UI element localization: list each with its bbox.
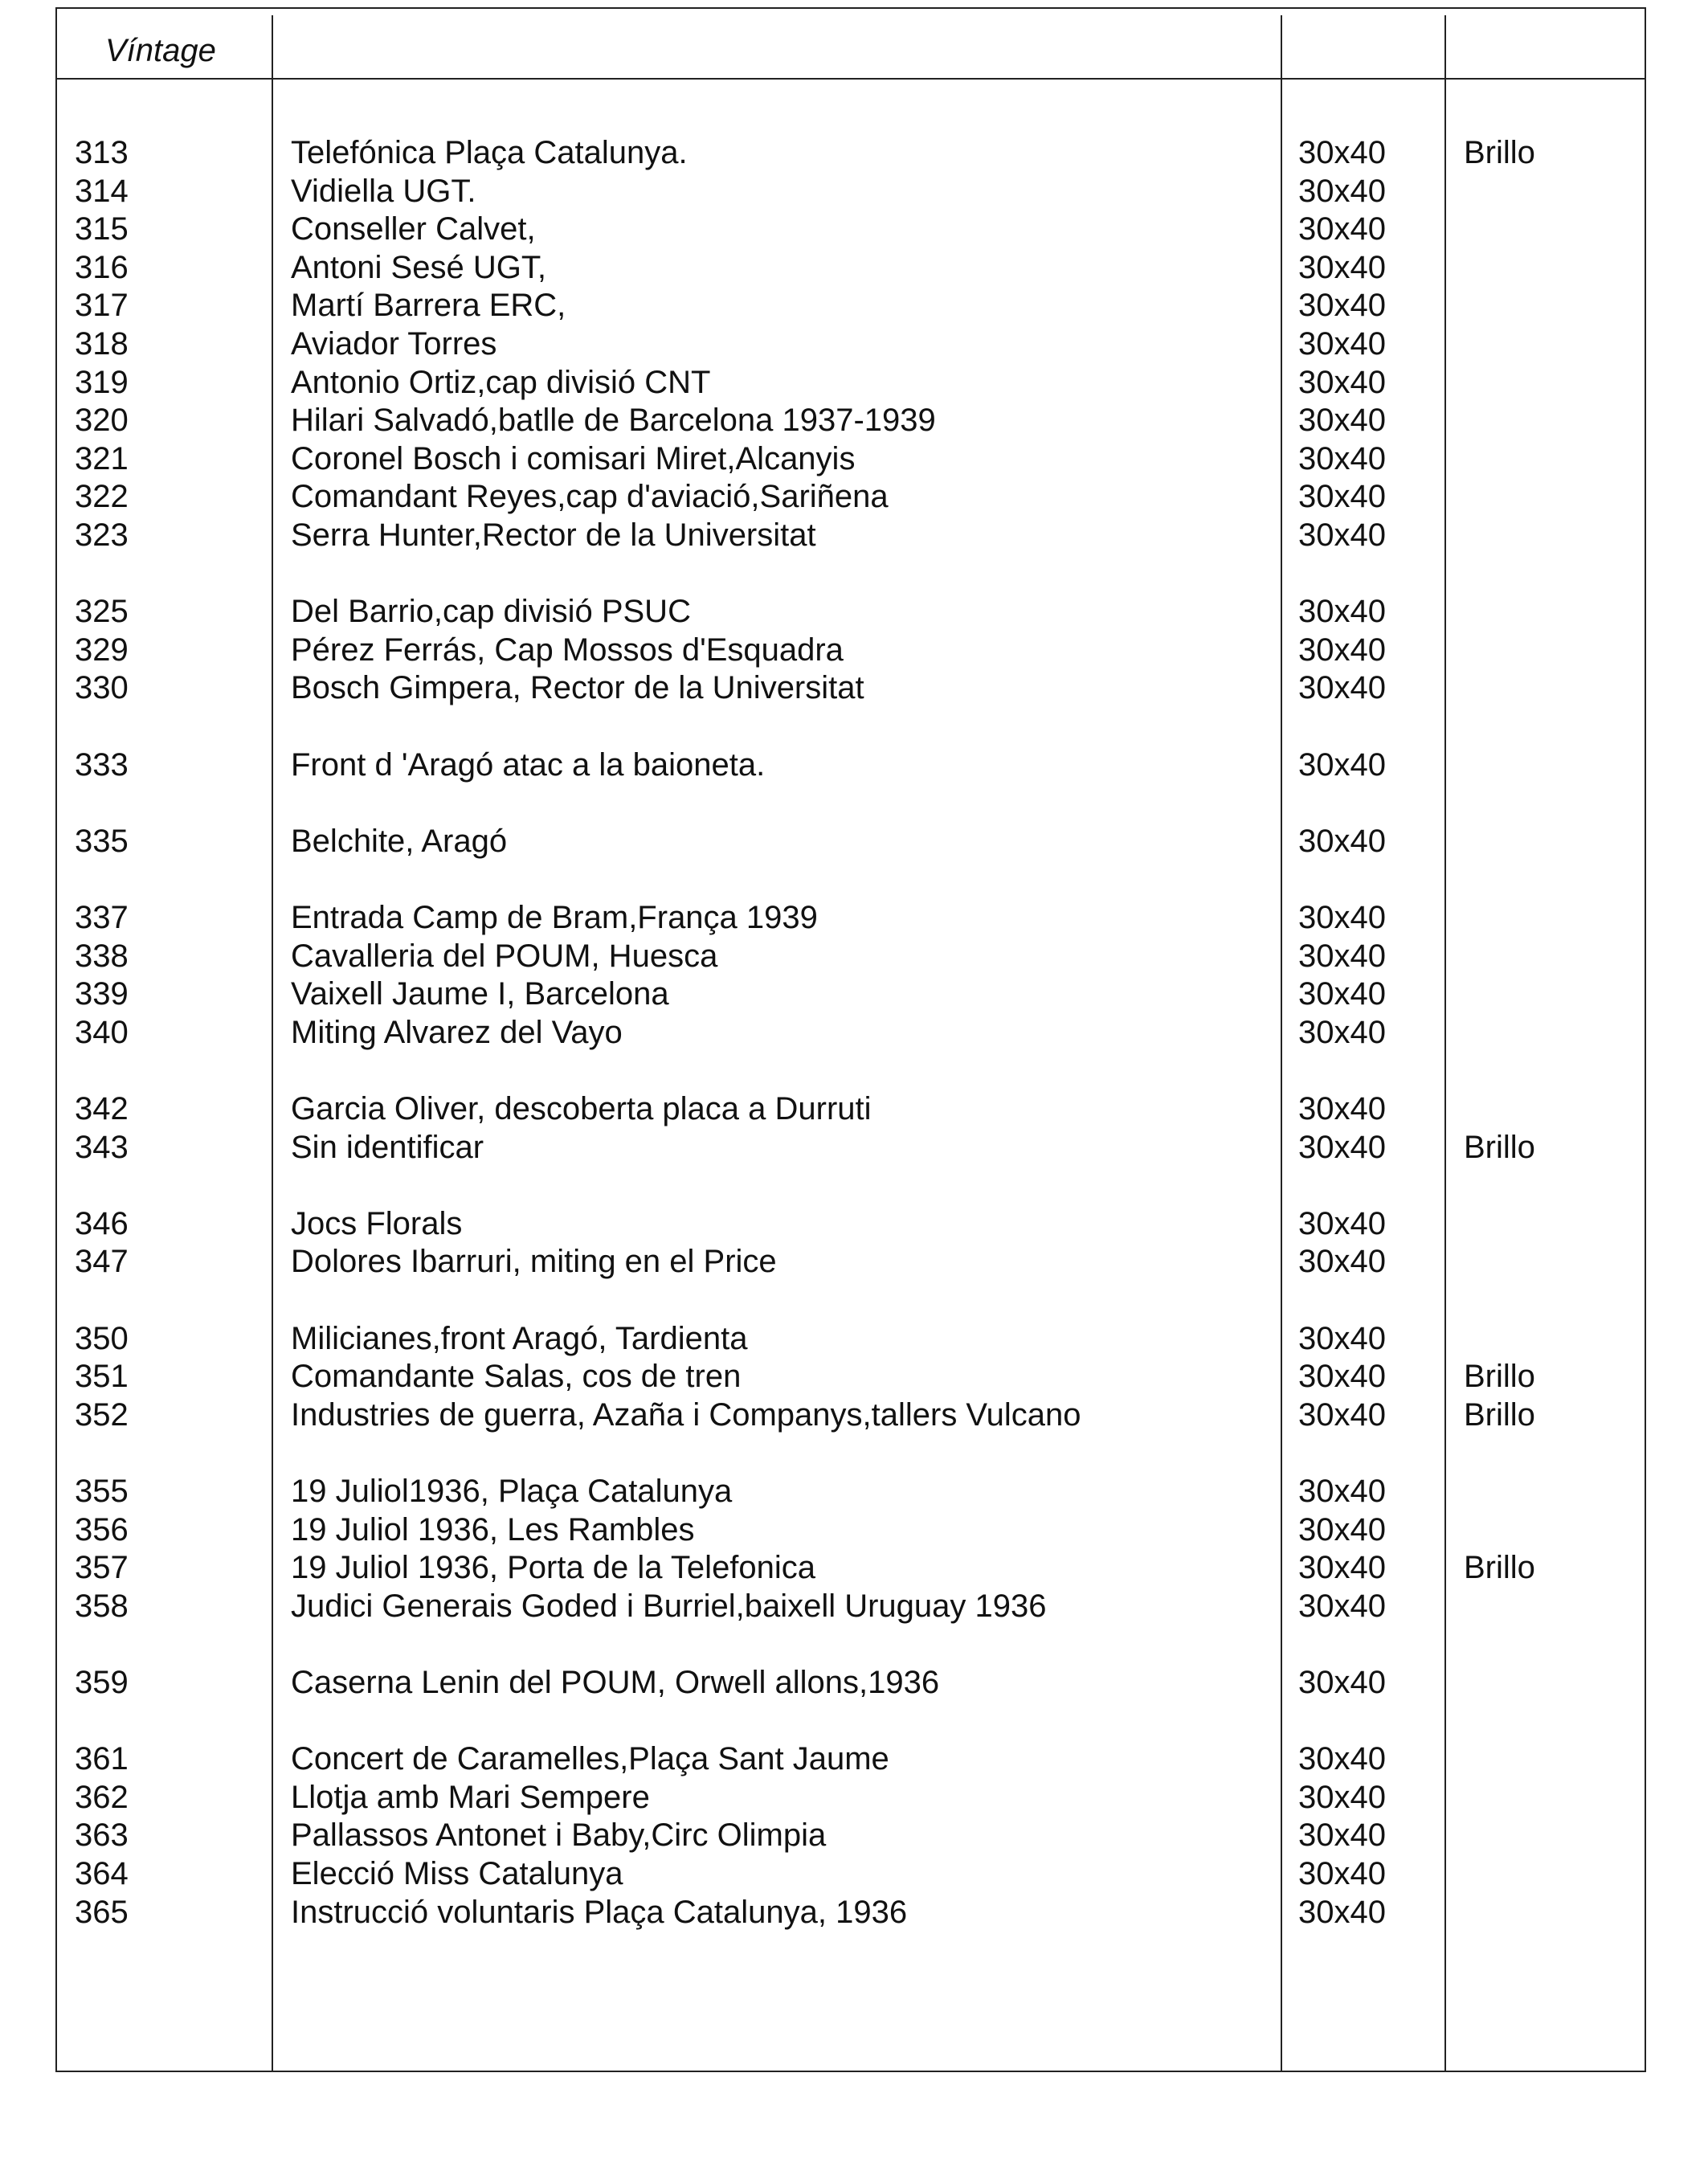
table-row <box>57 363 1645 402</box>
table-row <box>57 1396 1645 1434</box>
item-description: Pallassos Antonet i Baby,Circ Olimpia <box>291 1817 827 1853</box>
item-size: 30x40 <box>1298 1244 1386 1279</box>
table-row <box>57 668 1645 707</box>
item-description: Comandant Reyes,cap d'aviació,Sariñena <box>291 479 889 514</box>
item-size: 30x40 <box>1298 747 1386 783</box>
item-number: 339 <box>75 976 129 1012</box>
item-number: 316 <box>75 250 129 285</box>
item-size: 30x40 <box>1298 403 1386 438</box>
table-row <box>57 1319 1645 1358</box>
table-row <box>57 286 1645 325</box>
table-row <box>57 898 1645 937</box>
item-description: Telefónica Plaça Catalunya. <box>291 135 688 170</box>
item-finish: Brillo <box>1464 1550 1535 1585</box>
table-row <box>57 631 1645 669</box>
item-description: Belchite, Aragó <box>291 824 508 859</box>
item-number: 363 <box>75 1817 129 1853</box>
item-number: 364 <box>75 1856 129 1891</box>
item-size: 30x40 <box>1298 1741 1386 1776</box>
item-description: Martí Barrera ERC, <box>291 288 566 323</box>
item-description: Aviador Torres <box>291 326 497 362</box>
table-row <box>57 1587 1645 1625</box>
item-number: 362 <box>75 1780 129 1815</box>
table-row <box>57 1204 1645 1243</box>
table-row <box>57 477 1645 516</box>
item-number: 361 <box>75 1741 129 1776</box>
item-description: Cavalleria del POUM, Huesca <box>291 938 718 974</box>
item-size: 30x40 <box>1298 594 1386 629</box>
item-number: 352 <box>75 1397 129 1433</box>
item-size: 30x40 <box>1298 326 1386 362</box>
item-number: 317 <box>75 288 129 323</box>
item-finish: Brillo <box>1464 135 1535 170</box>
item-size: 30x40 <box>1298 1512 1386 1548</box>
item-number: 350 <box>75 1321 129 1356</box>
table-row <box>57 1663 1645 1702</box>
item-size: 30x40 <box>1298 1130 1386 1165</box>
table-row <box>57 1893 1645 1932</box>
item-size: 30x40 <box>1298 670 1386 705</box>
table-row <box>57 1816 1645 1854</box>
item-number: 325 <box>75 594 129 629</box>
item-description: Caserna Lenin del POUM, Orwell allons,1936 <box>291 1665 940 1700</box>
item-number: 337 <box>75 900 129 935</box>
item-size: 30x40 <box>1298 1780 1386 1815</box>
item-size: 30x40 <box>1298 1895 1386 1930</box>
item-description: Antonio Ortiz,cap divisió CNT <box>291 365 711 400</box>
item-size: 30x40 <box>1298 1550 1386 1585</box>
item-description: Garcia Oliver, descoberta placa a Durruti <box>291 1091 872 1126</box>
item-size: 30x40 <box>1298 976 1386 1012</box>
item-description: Front d 'Aragó atac a la baioneta. <box>291 747 766 783</box>
item-number: 321 <box>75 441 129 476</box>
item-finish: Brillo <box>1464 1130 1535 1165</box>
item-number: 356 <box>75 1512 129 1548</box>
item-number: 315 <box>75 211 129 247</box>
table-row <box>57 1548 1645 1587</box>
item-number: 333 <box>75 747 129 783</box>
item-description: Dolores Ibarruri, miting en el Price <box>291 1244 777 1279</box>
table-row <box>57 172 1645 211</box>
item-size: 30x40 <box>1298 250 1386 285</box>
table-row <box>57 325 1645 363</box>
item-number: 318 <box>75 326 129 362</box>
item-finish: Brillo <box>1464 1397 1535 1433</box>
item-size: 30x40 <box>1298 1015 1386 1050</box>
item-description: Miting Alvarez del Vayo <box>291 1015 623 1050</box>
item-finish: Brillo <box>1464 1359 1535 1394</box>
item-size: 30x40 <box>1298 441 1386 476</box>
table-row <box>57 1740 1645 1778</box>
item-number: 355 <box>75 1474 129 1509</box>
item-number: 314 <box>75 174 129 209</box>
table-row <box>57 975 1645 1013</box>
item-number: 365 <box>75 1895 129 1930</box>
item-number: 343 <box>75 1130 129 1165</box>
item-number: 342 <box>75 1091 129 1126</box>
item-size: 30x40 <box>1298 824 1386 859</box>
item-size: 30x40 <box>1298 1397 1386 1433</box>
item-size: 30x40 <box>1298 632 1386 668</box>
table-row <box>57 1128 1645 1167</box>
item-size: 30x40 <box>1298 135 1386 170</box>
table-row <box>57 248 1645 287</box>
table-row <box>57 1357 1645 1396</box>
item-number: 351 <box>75 1359 129 1394</box>
item-description: Pérez Ferrás, Cap Mossos d'Esquadra <box>291 632 844 668</box>
item-size: 30x40 <box>1298 1206 1386 1241</box>
item-size: 30x40 <box>1298 288 1386 323</box>
item-description: Elecció Miss Catalunya <box>291 1856 623 1891</box>
item-number: 313 <box>75 135 129 170</box>
item-size: 30x40 <box>1298 1321 1386 1356</box>
item-number: 347 <box>75 1244 129 1279</box>
item-size: 30x40 <box>1298 517 1386 553</box>
item-description: Del Barrio,cap divisió PSUC <box>291 594 691 629</box>
table-row <box>57 133 1645 172</box>
item-size: 30x40 <box>1298 211 1386 247</box>
item-description: Coronel Bosch i comisari Miret,Alcanyis <box>291 441 856 476</box>
item-description: Jocs Florals <box>291 1206 463 1241</box>
header-divider <box>57 78 1645 80</box>
header-title: Víntage <box>105 33 216 68</box>
item-number: 322 <box>75 479 129 514</box>
item-number: 346 <box>75 1206 129 1241</box>
item-size: 30x40 <box>1298 1091 1386 1126</box>
table-row <box>57 822 1645 861</box>
item-description: 19 Juliol 1936, Porta de la Telefonica <box>291 1550 816 1585</box>
item-description: Judici Generais Goded i Burriel,baixell Uruguay 1936 <box>291 1588 1047 1624</box>
table-row <box>57 1090 1645 1128</box>
item-description: Llotja amb Mari Sempere <box>291 1780 650 1815</box>
item-description: Vidiella UGT. <box>291 174 476 209</box>
item-size: 30x40 <box>1298 365 1386 400</box>
table-row <box>57 1854 1645 1893</box>
table-row <box>57 516 1645 554</box>
item-description: 19 Juliol1936, Plaça Catalunya <box>291 1474 733 1509</box>
item-description: Milicianes,front Aragó, Tardienta <box>291 1321 748 1356</box>
item-description: Vaixell Jaume I, Barcelona <box>291 976 669 1012</box>
item-description: 19 Juliol 1936, Les Rambles <box>291 1512 695 1548</box>
item-number: 340 <box>75 1015 129 1050</box>
item-size: 30x40 <box>1298 1817 1386 1853</box>
item-description: Antoni Sesé UGT, <box>291 250 546 285</box>
item-number: 359 <box>75 1665 129 1700</box>
table-row <box>57 592 1645 631</box>
item-size: 30x40 <box>1298 1665 1386 1700</box>
item-number: 338 <box>75 938 129 974</box>
item-number: 357 <box>75 1550 129 1585</box>
item-description: Concert de Caramelles,Plaça Sant Jaume <box>291 1741 889 1776</box>
item-description: Hilari Salvadó,batlle de Barcelona 1937-1939 <box>291 403 936 438</box>
item-description: Conseller Calvet, <box>291 211 536 247</box>
item-number: 335 <box>75 824 129 859</box>
table-row <box>57 440 1645 478</box>
item-size: 30x40 <box>1298 900 1386 935</box>
item-number: 358 <box>75 1588 129 1624</box>
table-row <box>57 210 1645 248</box>
table-row <box>57 1778 1645 1817</box>
item-description: Entrada Camp de Bram,França 1939 <box>291 900 818 935</box>
item-size: 30x40 <box>1298 1588 1386 1624</box>
item-description: Instrucció voluntaris Plaça Catalunya, 1936 <box>291 1895 908 1930</box>
item-size: 30x40 <box>1298 938 1386 974</box>
table-row <box>57 1242 1645 1281</box>
item-description: Serra Hunter,Rector de la Universitat <box>291 517 816 553</box>
table-row <box>57 401 1645 440</box>
item-description: Bosch Gimpera, Rector de la Universitat <box>291 670 864 705</box>
item-description: Sin identificar <box>291 1130 484 1165</box>
item-number: 319 <box>75 365 129 400</box>
item-number: 330 <box>75 670 129 705</box>
table-row <box>57 1013 1645 1052</box>
item-number: 320 <box>75 403 129 438</box>
inventory-table <box>55 7 1646 2072</box>
item-size: 30x40 <box>1298 479 1386 514</box>
item-number: 329 <box>75 632 129 668</box>
table-row <box>57 1511 1645 1549</box>
item-size: 30x40 <box>1298 1359 1386 1394</box>
item-description: Comandante Salas, cos de tren <box>291 1359 742 1394</box>
item-size: 30x40 <box>1298 1474 1386 1509</box>
table-row <box>57 746 1645 784</box>
item-size: 30x40 <box>1298 1856 1386 1891</box>
item-description: Industries de guerra, Azaña i Companys,tallers Vulcano <box>291 1397 1081 1433</box>
item-number: 323 <box>75 517 129 553</box>
table-row <box>57 1472 1645 1511</box>
table-row <box>57 937 1645 975</box>
item-size: 30x40 <box>1298 174 1386 209</box>
